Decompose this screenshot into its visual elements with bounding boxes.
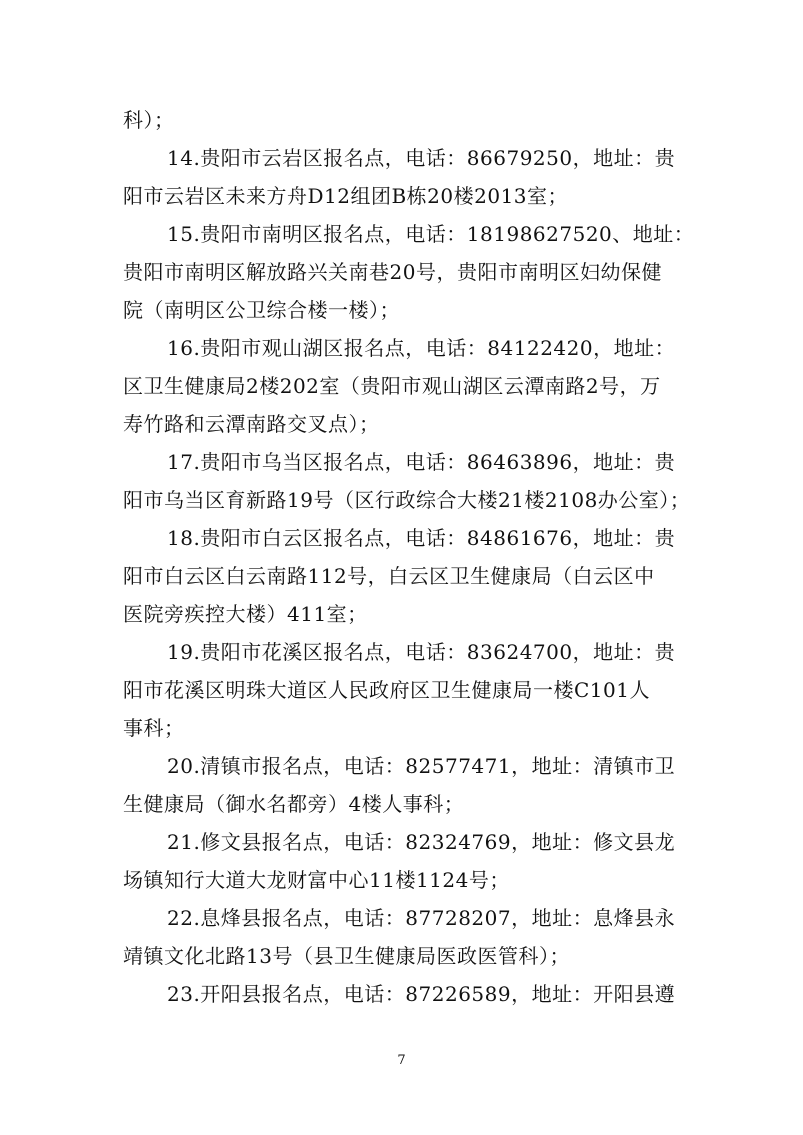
text-line: 贵阳市南明区解放路兴关南巷20号，贵阳市南明区妇幼保健 [123, 260, 662, 284]
text-line: 科）； [123, 108, 175, 132]
text-line: 院（南明区公卫综合楼一楼）； [123, 298, 400, 322]
text-line: 16.贵阳市观山湖区报名点，电话：84122420，地址： [167, 336, 676, 360]
text-line: 14.贵阳市云岩区报名点，电话：86679250，地址：贵 [167, 146, 676, 170]
text-line: 17.贵阳市乌当区报名点，电话：86463896，地址：贵 [167, 450, 676, 474]
text-line: 阳市云岩区未来方舟D12组团B栋20楼2013室； [123, 184, 569, 208]
text-line: 22.息烽县报名点，电话：87728207，地址：息烽县永 [167, 906, 676, 930]
text-line: 事科； [123, 716, 185, 740]
text-line: 区卫生健康局2楼202室（贵阳市观山湖区云潭南路2号，万 [123, 374, 661, 398]
text-line: 19.贵阳市花溪区报名点，电话：83624700，地址：贵 [167, 640, 676, 664]
text-line: 15.贵阳市南明区报名点，电话：18198627520、地址： [167, 222, 695, 246]
text-line: 阳市乌当区育新路19号（区行政综合大楼21楼2108办公室）； [123, 488, 691, 512]
text-line: 生健康局（御水名都旁）4楼人事科； [123, 792, 465, 816]
text-line: 阳市白云区白云南路112号，白云区卫生健康局（白云区中 [123, 564, 655, 588]
text-line: 寿竹路和云潭南路交叉点）； [123, 412, 380, 436]
text-line: 20.清镇市报名点，电话：82577471，地址：清镇市卫 [167, 754, 676, 778]
text-line: 21.修文县报名点，电话：82324769，地址：修文县龙 [167, 830, 676, 854]
text-line: 阳市花溪区明珠大道区人民政府区卫生健康局一楼C101人 [123, 678, 650, 702]
text-line: 23.开阳县报名点，电话：87226589，地址：开阳县遵 [167, 982, 676, 1006]
page-number: 7 [397, 1053, 406, 1068]
text-line: 18.贵阳市白云区报名点，电话：84861676，地址：贵 [167, 526, 676, 550]
text-line: 靖镇文化北路13号（县卫生健康局医政医管科）； [123, 944, 570, 968]
text-line: 场镇知行大道大龙财富中心11楼1124号； [123, 868, 510, 892]
text-line: 医院旁疾控大楼）411室； [123, 602, 368, 626]
